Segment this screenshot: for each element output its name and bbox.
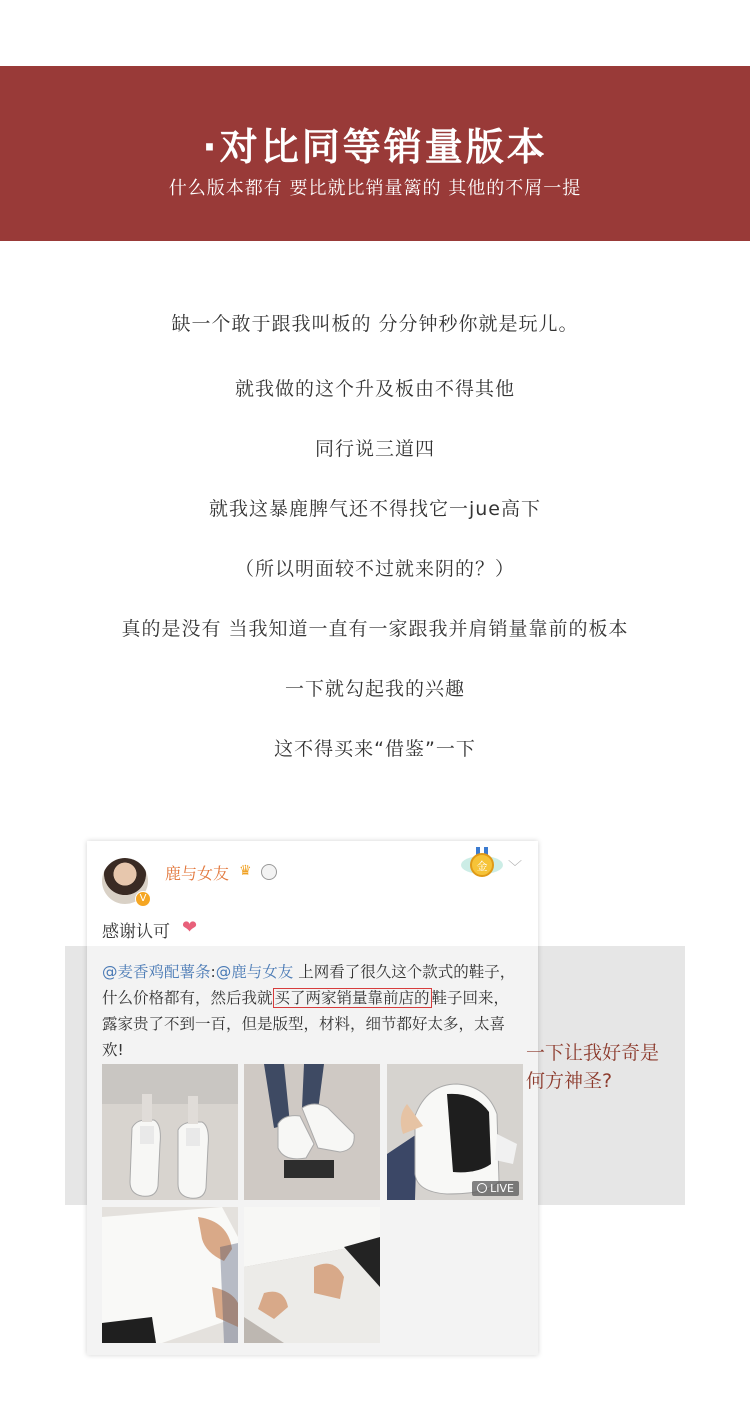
annotation-line: 一下让我好奇是 [526, 1042, 660, 1064]
crown-icon: ♛ [239, 863, 252, 879]
header-banner [0, 66, 750, 241]
weibo-post-card [87, 841, 538, 1355]
banner-title: ·对比同等销量版本 [202, 125, 548, 169]
mention-link[interactable]: @麦香鸡配薯条 [102, 963, 211, 981]
gold-medal-icon [459, 846, 505, 882]
highlighted-phrase: 买了两家销量靠前店的 [274, 989, 430, 1007]
repost-text [102, 959, 522, 1063]
repost-separator: : [210, 963, 216, 981]
photo-thumbnail[interactable] [244, 1064, 380, 1200]
intro-line: 就我做的这个升及板由不得其他 [234, 378, 515, 400]
medal-label: 金 [476, 860, 488, 873]
intro-line: 真的是没有 当我知道一直有一家跟我并肩销量靠前的板本 [121, 618, 629, 640]
live-badge [472, 1181, 519, 1196]
photo-thumbnail[interactable] [244, 1207, 380, 1343]
verified-badge-icon: V [135, 891, 151, 907]
intro-line: 一下就勾起我的兴趣 [284, 678, 465, 700]
heart-icon: ❤ [182, 917, 198, 938]
banner-subtitle: 什么版本都有 要比就比销量篱的 其他的不屑一提 [168, 178, 582, 199]
annotation-note [526, 1039, 696, 1095]
repost-body-end: 鞋子回来，露家贵了不到一百，但是版型，材料，细节都好太多，太喜欢! [102, 989, 510, 1059]
intro-line: 同行说三道四 [314, 438, 435, 460]
repost-body-start: 上网看了很久这个款式的鞋子，什么价格都有，然后我就 [102, 963, 516, 1007]
post-text: 感谢认可 [102, 922, 170, 942]
annotation-line: 何方神圣? [526, 1070, 613, 1092]
photo-thumbnail[interactable] [102, 1207, 238, 1343]
live-icon [477, 1183, 487, 1193]
photo-thumbnail[interactable] [387, 1064, 523, 1200]
mention-link[interactable]: @鹿与女友 [215, 963, 294, 981]
intro-line: 这不得买来“借鉴”一下 [274, 738, 476, 760]
intro-line: 就我这暴鹿脾气还不得找它一jue高下 [208, 498, 541, 520]
photo-thumbnail[interactable] [102, 1064, 238, 1200]
live-label: LIVE [490, 1182, 514, 1195]
post-username[interactable]: 鹿与女友 [165, 864, 230, 883]
chevron-down-icon[interactable]: ﹀ [508, 860, 522, 876]
intro-line: 缺一个敢于跟我叫板的 分分钟秒你就是玩儿。 [171, 313, 579, 335]
repost-block [87, 946, 538, 1355]
intro-line: （所以明面较不过就来阴的？） [234, 558, 515, 580]
medal-small-icon [261, 864, 277, 880]
